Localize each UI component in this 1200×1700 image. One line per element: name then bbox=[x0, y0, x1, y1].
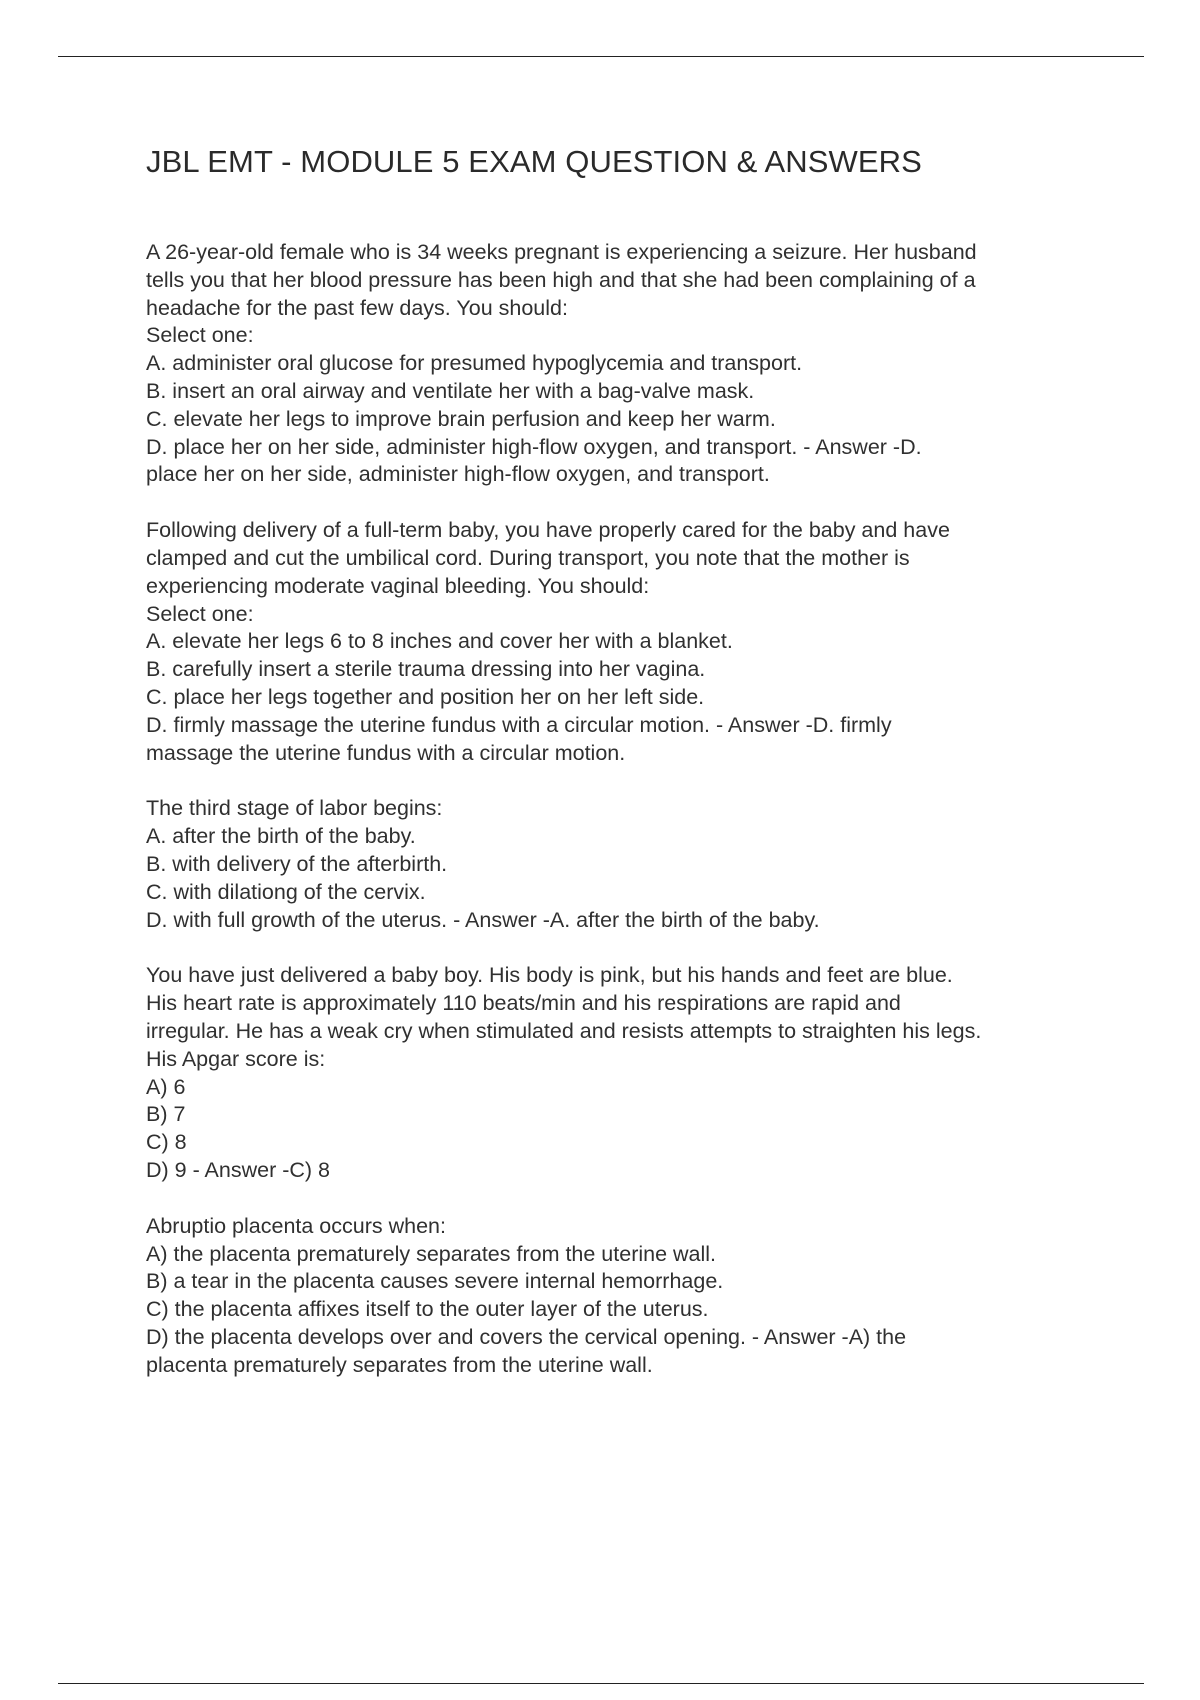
option-c: C) 8 bbox=[146, 1130, 187, 1155]
option-a: A. elevate her legs 6 to 8 inches and cover her with a blanket. bbox=[146, 629, 733, 654]
option-d-with-answer: D. place her on her side, administer high-flow oxygen, and transport. - Answer -D. bbox=[146, 434, 922, 459]
question-5 bbox=[146, 1213, 1146, 1380]
question-line: clamped and cut the umbilical cord. During transport, you note that the mother is bbox=[146, 545, 910, 570]
option-b: B. with delivery of the afterbirth. bbox=[146, 851, 448, 876]
option-b: B. insert an oral airway and ventilate her with a bag-valve mask. bbox=[146, 378, 755, 403]
option-b: B. carefully insert a sterile trauma dressing into her vagina. bbox=[146, 657, 706, 682]
question-list bbox=[146, 239, 1146, 1407]
answer-continuation: place her on her side, administer high-flow oxygen, and transport. bbox=[146, 462, 770, 487]
option-d-with-answer: D) 9 - Answer -C) 8 bbox=[146, 1157, 330, 1182]
option-d-with-answer: D. with full growth of the uterus. - Answer -A. after the birth of the baby. bbox=[146, 907, 820, 932]
option-c: C. place her legs together and position her on her left side. bbox=[146, 684, 705, 709]
question-line: Following delivery of a full-term baby, you have properly cared for the baby and have bbox=[146, 518, 950, 543]
question-line: tells you that her blood pressure has been high and that she had been complaining of a bbox=[146, 267, 976, 292]
option-b: B) a tear in the placenta causes severe internal hemorrhage. bbox=[146, 1269, 724, 1294]
option-d-with-answer: D. firmly massage the uterine fundus with a circular motion. - Answer -D. firmly bbox=[146, 712, 892, 737]
question-line: His Apgar score is: bbox=[146, 1046, 326, 1071]
option-a: A. after the birth of the baby. bbox=[146, 824, 416, 849]
question-line: His heart rate is approximately 110 beats/min and his respirations are rapid and bbox=[146, 991, 901, 1016]
page-title: JBL EMT - MODULE 5 EXAM QUESTION & ANSWERS bbox=[146, 144, 922, 179]
question-line: experiencing moderate vaginal bleeding. You should: bbox=[146, 573, 650, 598]
question-line: You have just delivered a baby boy. His body is pink, but his hands and feet are blue. bbox=[146, 963, 953, 988]
question-2 bbox=[146, 517, 1146, 767]
answer-continuation: placenta prematurely separates from the uterine wall. bbox=[146, 1352, 653, 1377]
question-line: irregular. He has a weak cry when stimulated and resists attempts to straighten his legs. bbox=[146, 1018, 982, 1043]
option-a: A) 6 bbox=[146, 1074, 186, 1099]
option-d-with-answer: D) the placenta develops over and covers the cervical opening. - Answer -A) the bbox=[146, 1324, 907, 1349]
option-a: A) the placenta prematurely separates from the uterine wall. bbox=[146, 1241, 717, 1266]
top-divider bbox=[58, 56, 1144, 57]
question-line: headache for the past few days. You should: bbox=[146, 295, 568, 320]
select-one-label: Select one: bbox=[146, 323, 254, 348]
question-1 bbox=[146, 239, 1146, 489]
option-c: C. elevate her legs to improve brain perfusion and keep her warm. bbox=[146, 406, 776, 431]
question-line: A 26-year-old female who is 34 weeks pregnant is experiencing a seizure. Her husband bbox=[146, 240, 977, 264]
question-3 bbox=[146, 795, 1146, 934]
answer-continuation: massage the uterine fundus with a circular motion. bbox=[146, 740, 626, 765]
question-line: Abruptio placenta occurs when: bbox=[146, 1213, 446, 1238]
question-4 bbox=[146, 962, 1146, 1184]
option-a: A. administer oral glucose for presumed hypoglycemia and transport. bbox=[146, 351, 803, 376]
option-c: C. with dilationg of the cervix. bbox=[146, 879, 426, 904]
option-b: B) 7 bbox=[146, 1102, 186, 1127]
select-one-label: Select one: bbox=[146, 601, 254, 626]
bottom-divider bbox=[58, 1683, 1144, 1684]
option-c: C) the placenta affixes itself to the outer layer of the uterus. bbox=[146, 1297, 709, 1322]
question-line: The third stage of labor begins: bbox=[146, 796, 443, 821]
